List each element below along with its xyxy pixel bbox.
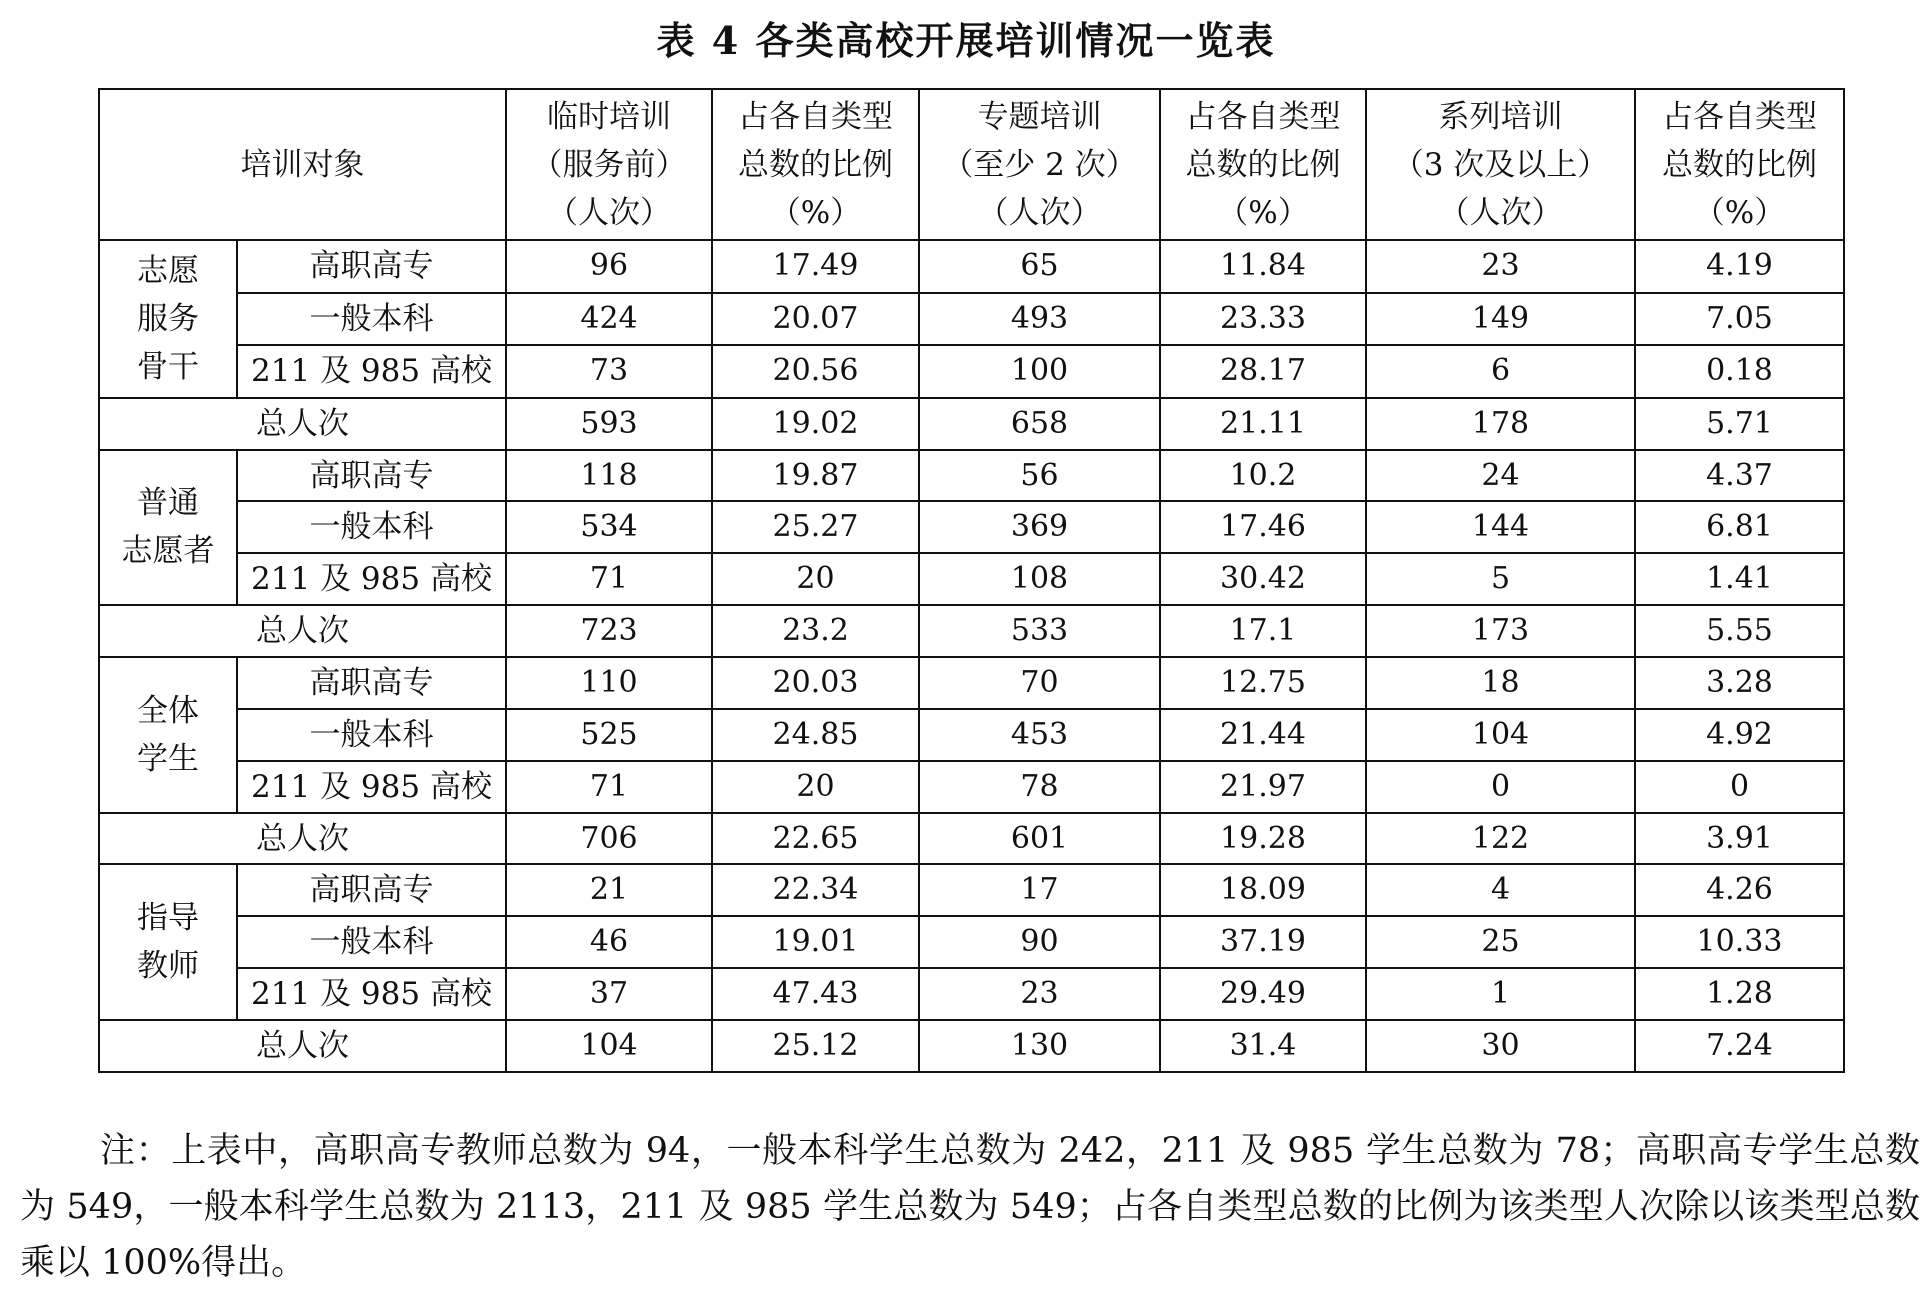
school-type-cell: 211 及 985 高校 [237,761,506,813]
group-label-line: 志愿 [137,252,199,289]
table-row [99,761,1844,813]
school-type-cell: 一般本科 [237,916,506,968]
header-line: 临时培训 [547,98,671,135]
table-row [99,968,1844,1020]
header-line: （人次） [547,194,671,231]
value-cell: 6.81 [1635,501,1844,553]
value-cell: 108 [919,553,1160,605]
table-row [99,293,1844,346]
table-note: 注：上表中，高职高专教师总数为 94，一般本科学生总数为 242，211 及 985 学生总数为 78；高职高专学生总数为 549，一般本科学生总数为 2113，211 及 985 学生总数为 549；占各自类型总数的比例为该类型人次除以该类型总数乘以 100%得出。 [20,1131,1920,1283]
header-temporary-ratio [712,89,919,240]
value-cell: 18 [1366,657,1635,709]
value-cell: 100 [919,345,1160,398]
value-cell: 10.33 [1635,916,1844,968]
value-cell: 4.92 [1635,709,1844,761]
value-cell: 25.27 [712,501,919,553]
header-topic-ratio [1160,89,1366,240]
total-value-cell: 3.91 [1635,813,1844,865]
value-cell: 7.05 [1635,293,1844,346]
value-cell: 21.44 [1160,709,1366,761]
value-cell: 4.37 [1635,450,1844,502]
value-cell: 12.75 [1160,657,1366,709]
table-row [99,709,1844,761]
header-line: 系列培训 [1438,98,1563,135]
value-cell: 4.19 [1635,240,1844,293]
header-line: （人次） [1438,194,1563,231]
total-value-cell: 5.71 [1635,398,1844,450]
group-label [99,864,237,1020]
value-cell: 78 [919,761,1160,813]
value-cell: 11.84 [1160,240,1366,293]
group-label [99,240,237,398]
header-line: （%） [769,194,862,231]
total-label: 总人次 [99,813,506,865]
total-row [99,605,1844,657]
total-value-cell: 7.24 [1635,1020,1844,1072]
total-value-cell: 104 [506,1020,712,1072]
total-value-cell: 19.28 [1160,813,1366,865]
total-value-cell: 22.65 [712,813,919,865]
total-value-cell: 17.1 [1160,605,1366,657]
total-value-cell: 19.02 [712,398,919,450]
group-label-line: 全体 [137,692,199,729]
value-cell: 20 [712,553,919,605]
value-cell: 144 [1366,501,1635,553]
value-cell: 453 [919,709,1160,761]
value-cell: 37.19 [1160,916,1366,968]
header-line: 总数的比例 [738,146,893,183]
value-cell: 71 [506,761,712,813]
table-row [99,240,1844,293]
value-cell: 0 [1635,761,1844,813]
value-cell: 17.46 [1160,501,1366,553]
header-line: 专题培训 [977,98,1102,135]
header-line: 占各自类型 [1185,98,1341,135]
total-value-cell: 23.2 [712,605,919,657]
total-value-cell: 533 [919,605,1160,657]
total-value-cell: 706 [506,813,712,865]
group-label-line: 服务 [137,300,199,337]
header-row [99,89,1844,240]
value-cell: 65 [919,240,1160,293]
total-value-cell: 173 [1366,605,1635,657]
group-label-line: 普通 [137,485,199,522]
header-line: （%） [1217,194,1309,231]
total-value-cell: 593 [506,398,712,450]
header-line: 占各自类型 [738,98,893,135]
value-cell: 21.97 [1160,761,1366,813]
value-cell: 10.2 [1160,450,1366,502]
value-cell: 23.33 [1160,293,1366,346]
value-cell: 525 [506,709,712,761]
school-type-cell: 211 及 985 高校 [237,968,506,1020]
value-cell: 0.18 [1635,345,1844,398]
header-line: （3 次及以上） [1392,146,1609,183]
school-type-cell: 一般本科 [237,293,506,346]
group-label-line: 志愿者 [121,533,215,570]
group-label [99,657,237,813]
header-line: 总数的比例 [1185,146,1341,183]
total-value-cell: 31.4 [1160,1020,1366,1072]
value-cell: 369 [919,501,1160,553]
value-cell: 24.85 [712,709,919,761]
value-cell: 20.56 [712,345,919,398]
total-row [99,398,1844,450]
value-cell: 24 [1366,450,1635,502]
group-label-line: 指导 [137,900,199,937]
school-type-cell: 高职高专 [237,657,506,709]
table-title: 表 4 各类高校开展培训情况一览表 [656,18,1276,63]
value-cell: 5 [1366,553,1635,605]
header-topic-count [919,89,1160,240]
table-row [99,916,1844,968]
value-cell: 4 [1366,864,1635,916]
training-table [98,88,1845,1073]
total-row [99,813,1844,865]
table-row [99,553,1844,605]
value-cell: 90 [919,916,1160,968]
total-label: 总人次 [99,605,506,657]
header-temporary-count [506,89,712,240]
value-cell: 96 [506,240,712,293]
group-label-line: 教师 [137,948,199,985]
value-cell: 46 [506,916,712,968]
value-cell: 23 [1366,240,1635,293]
value-cell: 29.49 [1160,968,1366,1020]
value-cell: 71 [506,553,712,605]
value-cell: 0 [1366,761,1635,813]
value-cell: 17.49 [712,240,919,293]
value-cell: 28.17 [1160,345,1366,398]
total-value-cell: 178 [1366,398,1635,450]
header-target: 培训对象 [99,89,506,240]
school-type-cell: 高职高专 [237,450,506,502]
group-label-line: 骨干 [137,348,199,385]
value-cell: 424 [506,293,712,346]
table-row [99,864,1844,916]
value-cell: 493 [919,293,1160,346]
value-cell: 70 [919,657,1160,709]
value-cell: 20 [712,761,919,813]
table-row [99,657,1844,709]
table-body [99,240,1844,1072]
total-row [99,1020,1844,1072]
total-value-cell: 30 [1366,1020,1635,1072]
value-cell: 104 [1366,709,1635,761]
value-cell: 1 [1366,968,1635,1020]
school-type-cell: 211 及 985 高校 [237,553,506,605]
value-cell: 18.09 [1160,864,1366,916]
value-cell: 20.07 [712,293,919,346]
header-line: （%） [1693,194,1786,231]
total-value-cell: 130 [919,1020,1160,1072]
total-label: 总人次 [99,398,506,450]
total-value-cell: 723 [506,605,712,657]
header-series-ratio [1635,89,1844,240]
total-value-cell: 601 [919,813,1160,865]
value-cell: 20.03 [712,657,919,709]
table-row [99,450,1844,502]
group-label [99,450,237,606]
school-type-cell: 高职高专 [237,240,506,293]
value-cell: 17 [919,864,1160,916]
value-cell: 149 [1366,293,1635,346]
school-type-cell: 高职高专 [237,864,506,916]
total-value-cell: 25.12 [712,1020,919,1072]
school-type-cell: 一般本科 [237,501,506,553]
table-row [99,501,1844,553]
total-value-cell: 21.11 [1160,398,1366,450]
value-cell: 4.26 [1635,864,1844,916]
header-line: （至少 2 次） [942,146,1137,183]
value-cell: 73 [506,345,712,398]
value-cell: 56 [919,450,1160,502]
header-line: （人次） [977,194,1102,231]
value-cell: 1.28 [1635,968,1844,1020]
school-type-cell: 211 及 985 高校 [237,345,506,398]
header-series-count [1366,89,1635,240]
value-cell: 19.87 [712,450,919,502]
value-cell: 30.42 [1160,553,1366,605]
header-line: 总数的比例 [1662,146,1817,183]
header-line: 占各自类型 [1662,98,1817,135]
table-row [99,345,1844,398]
group-label-line: 学生 [137,740,199,777]
value-cell: 47.43 [712,968,919,1020]
header-line: （服务前） [531,146,687,183]
value-cell: 3.28 [1635,657,1844,709]
value-cell: 22.34 [712,864,919,916]
total-value-cell: 658 [919,398,1160,450]
value-cell: 110 [506,657,712,709]
value-cell: 23 [919,968,1160,1020]
total-value-cell: 122 [1366,813,1635,865]
value-cell: 534 [506,501,712,553]
value-cell: 19.01 [712,916,919,968]
value-cell: 21 [506,864,712,916]
value-cell: 1.41 [1635,553,1844,605]
value-cell: 118 [506,450,712,502]
value-cell: 37 [506,968,712,1020]
total-value-cell: 5.55 [1635,605,1844,657]
value-cell: 6 [1366,345,1635,398]
total-label: 总人次 [99,1020,506,1072]
value-cell: 25 [1366,916,1635,968]
school-type-cell: 一般本科 [237,709,506,761]
